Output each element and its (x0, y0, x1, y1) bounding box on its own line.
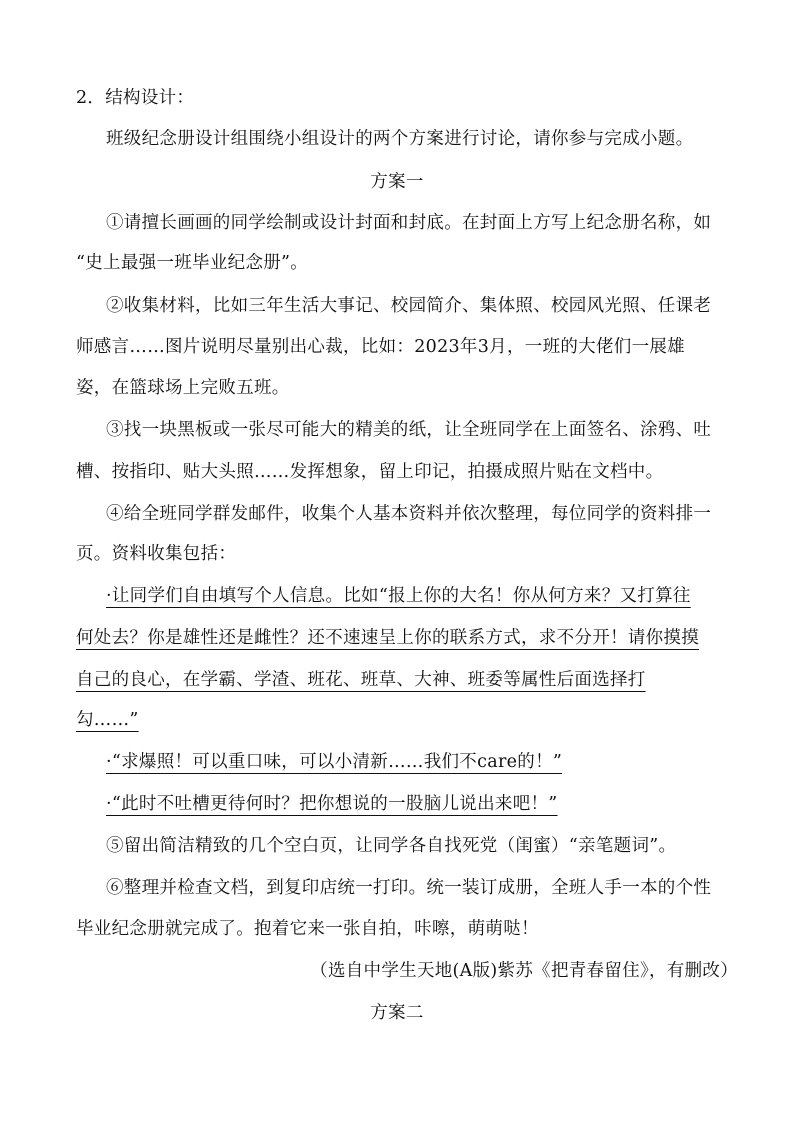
item-5: ⑤留出简洁精致的几个空白页，让同学各自找死党（闺蜜）“亲笔题词”。 (106, 836, 677, 856)
item-2-line-1: ②收集材料，比如三年生活大事记、校园简介、集体照、校园风光照、任课老 (106, 296, 712, 316)
item-3-line-2: 槽、按指印、贴大头照……发挥想象，留上印记，拍摄成照片贴在文档中。 (76, 462, 664, 482)
item-4-line-1: ④给全班同学群发邮件，收集个人基本资料并依次整理，每位同学的资料排一 (106, 504, 712, 524)
item-3-line-1: ③找一块黑板或一张尽可能大的精美的纸，让全班同学在上面签名、涂鸦、吐 (106, 420, 712, 440)
item-2-line-3: 姿，在篮球场上完败五班。 (76, 378, 290, 398)
item-6-line-2: 毕业纪念册就完成了。抱着它来一张自拍，咔嚓，萌萌哒！ (76, 919, 539, 939)
item-2-line-2: 师感言……图片说明尽量别出心裁，比如：2023年3月，一班的大佬们一展雄 (76, 337, 685, 357)
item-6-line-1: ⑥整理并检查文档，到复印店统一打印。统一装订成册，全班人手一本的个性 (106, 878, 712, 898)
plan-one-title: 方案一 (370, 172, 424, 192)
section-heading: 2．结构设计： (76, 88, 195, 108)
item-4-line-2: 页。资料收集包括： (76, 544, 237, 564)
bullet-1-line-1: ·让同学们自由填写个人信息。比如“报上你的大名！你从何方来？又打算往 (106, 586, 691, 606)
bullet-3: ·“此时不吐槽更待何时？把你想说的一股脑儿说出来吧！” (106, 794, 558, 814)
bullet-1-line-2: 何处去？你是雄性还是雌性？还不速速呈上你的联系方式，求不分开！请你摸摸 (76, 628, 699, 648)
intro-paragraph: 班级纪念册设计组围绕小组设计的两个方案进行讨论，请你参与完成小题。 (106, 129, 694, 149)
source-citation: （选自中学生天地(A版)紫苏《把青春留住》，有删改） (310, 961, 738, 981)
plan-two-title: 方案二 (370, 1003, 424, 1023)
bullet-2: ·“求爆照！可以重口味，可以小清新……我们不care的！” (106, 752, 563, 772)
bullet-1-line-4: 勾……” (76, 710, 139, 730)
bullet-1-line-3: 自己的良心，在学霸、学渣、班花、班草、大神、班委等属性后面选择打 (76, 670, 646, 690)
item-1-line-1: ①请擅长画画的同学绘制或设计封面和封底。在封面上方写上纪念册名称，如 (106, 213, 712, 233)
item-1-line-2: “史上最强一班毕业纪念册”。 (76, 253, 309, 273)
